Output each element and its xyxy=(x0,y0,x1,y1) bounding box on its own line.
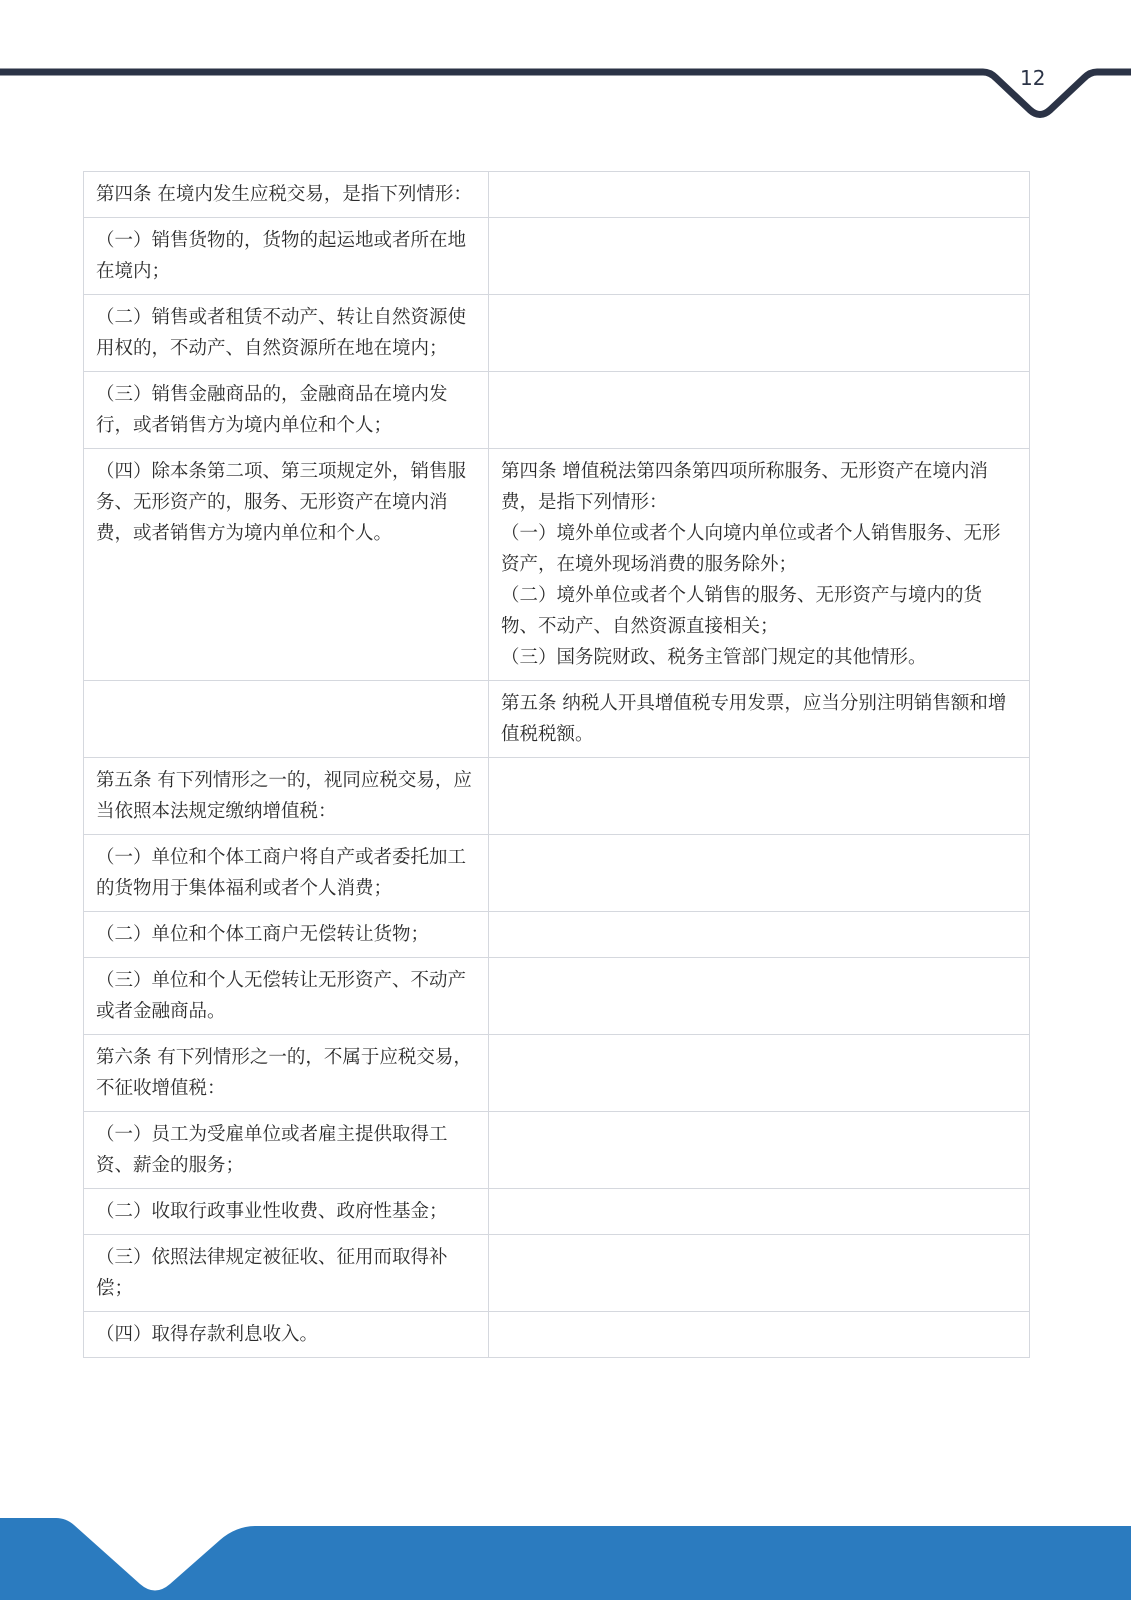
clause-text: 第六条 有下列情形之一的，不属于应税交易，不征收增值税： xyxy=(96,1047,472,1099)
table-body xyxy=(84,172,1030,1358)
law-text-cell xyxy=(84,172,489,218)
clause-text: 第五条 纳税人开具增值税专用发票，应当分别注明销售额和增值税税额。 xyxy=(501,693,1007,745)
regulation-text-cell xyxy=(489,1112,1030,1189)
regulation-text-cell xyxy=(489,295,1030,372)
law-text-cell xyxy=(84,1035,489,1112)
comparison-table xyxy=(83,171,1030,1358)
regulation-text-cell xyxy=(489,1189,1030,1235)
clause-text: （二）境外单位或者个人销售的服务、无形资产与境内的货物、不动产、自然资源直接相关； xyxy=(501,585,983,637)
clause-text: （二）销售或者租赁不动产、转让自然资源使用权的，不动产、自然资源所在地在境内； xyxy=(96,307,467,359)
regulation-text-cell xyxy=(489,218,1030,295)
law-text-cell xyxy=(84,1189,489,1235)
law-text-cell xyxy=(84,449,489,681)
table-row xyxy=(84,1112,1030,1189)
table-row xyxy=(84,1235,1030,1312)
clause-text: （二）单位和个体工商户无偿转让货物； xyxy=(96,924,430,945)
clause-text: （三）国务院财政、税务主管部门规定的其他情形。 xyxy=(501,647,927,668)
clause-text: （二）收取行政事业性收费、政府性基金； xyxy=(96,1201,448,1222)
clause-text: （三）销售金融商品的，金融商品在境内发行，或者销售方为境内单位和个人； xyxy=(96,384,448,436)
clause-text: （三）单位和个人无偿转让无形资产、不动产或者金融商品。 xyxy=(96,970,467,1022)
page-number: 12 xyxy=(1020,66,1046,90)
regulation-text-cell xyxy=(489,835,1030,912)
table-row xyxy=(84,835,1030,912)
table-row xyxy=(84,912,1030,958)
clause-text: （四）取得存款利息收入。 xyxy=(96,1324,319,1345)
table-row xyxy=(84,218,1030,295)
comparison-table-wrapper xyxy=(83,171,1029,1358)
clause-text: 第四条 在境内发生应税交易，是指下列情形： xyxy=(96,184,472,205)
clause-text: （一）境外单位或者个人向境内单位或者个人销售服务、无形资产，在境外现场消费的服务除外； xyxy=(501,523,1001,575)
table-row xyxy=(84,449,1030,681)
law-text-cell xyxy=(84,912,489,958)
table-row xyxy=(84,958,1030,1035)
clause-text: （一）单位和个体工商户将自产或者委托加工的货物用于集体福利或者个人消费； xyxy=(96,847,467,899)
law-text-cell xyxy=(84,1312,489,1358)
table-row xyxy=(84,1189,1030,1235)
regulation-text-cell xyxy=(489,958,1030,1035)
table-row xyxy=(84,372,1030,449)
table-row xyxy=(84,172,1030,218)
table-row xyxy=(84,1035,1030,1112)
law-text-cell xyxy=(84,835,489,912)
table-row xyxy=(84,681,1030,758)
clause-text: （四）除本条第二项、第三项规定外，销售服务、无形资产的，服务、无形资产在境内消费，或者销售方为境内单位和个人。 xyxy=(96,461,467,544)
header-decoration xyxy=(0,0,1131,130)
regulation-text-cell xyxy=(489,449,1030,681)
regulation-text-cell xyxy=(489,912,1030,958)
regulation-text-cell xyxy=(489,1235,1030,1312)
law-text-cell xyxy=(84,681,489,758)
regulation-text-cell xyxy=(489,758,1030,835)
table-row xyxy=(84,1312,1030,1358)
footer-decoration xyxy=(0,1510,1131,1600)
clause-text: （三）依照法律规定被征收、征用而取得补偿； xyxy=(96,1247,448,1299)
regulation-text-cell xyxy=(489,1035,1030,1112)
law-text-cell xyxy=(84,372,489,449)
clause-text: （一）员工为受雇单位或者雇主提供取得工资、薪金的服务； xyxy=(96,1124,448,1176)
law-text-cell xyxy=(84,958,489,1035)
law-text-cell xyxy=(84,218,489,295)
regulation-text-cell xyxy=(489,681,1030,758)
regulation-text-cell xyxy=(489,372,1030,449)
law-text-cell xyxy=(84,295,489,372)
clause-text: 第五条 有下列情形之一的，视同应税交易，应当依照本法规定缴纳增值税： xyxy=(96,770,472,822)
law-text-cell xyxy=(84,1112,489,1189)
clause-text: 第四条 增值税法第四条第四项所称服务、无形资产在境内消费，是指下列情形： xyxy=(501,461,988,513)
law-text-cell xyxy=(84,1235,489,1312)
regulation-text-cell xyxy=(489,1312,1030,1358)
regulation-text-cell xyxy=(489,172,1030,218)
clause-text: （一）销售货物的，货物的起运地或者所在地在境内； xyxy=(96,230,467,282)
law-text-cell xyxy=(84,758,489,835)
table-row xyxy=(84,758,1030,835)
table-row xyxy=(84,295,1030,372)
